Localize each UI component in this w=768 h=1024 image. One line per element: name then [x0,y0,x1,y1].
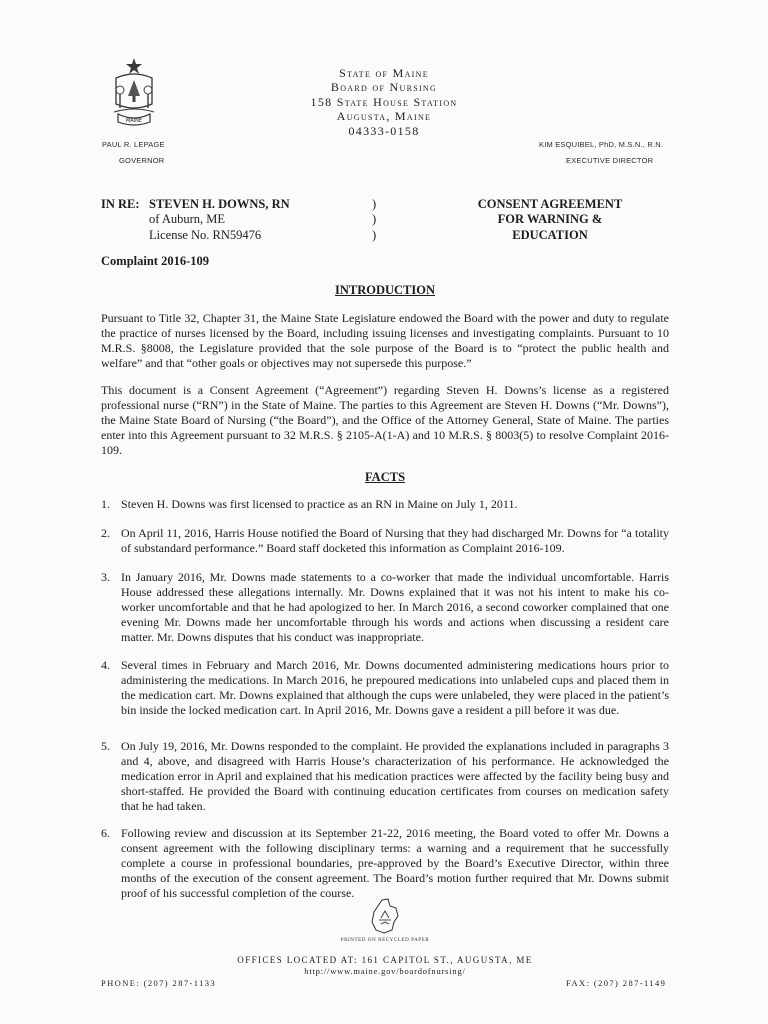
caption-paren: ) [372,197,377,211]
agreement-title-line: CONSENT AGREEMENT [477,197,623,211]
fact-text: Several times in February and March 2016, Mr. Downs documented administering medications hours prior to administering the medications. In March 2016, he prepoured medications into unlabeled cups and placed them in the medication cart. Mr. Downs explained that although the cups were unlabeled, they were placed in the patient’s bin inside the locked medication cart. In April 2016, Mr. Downs gave a resident a pill before it was due. [121,658,669,717]
office-address: OFFICES LOCATED AT: 161 CAPITOL ST., AUGUSTA, ME [237,955,533,965]
facts-heading: FACTS [364,470,406,484]
introduction-heading: INTRODUCTION [334,283,435,297]
fact-number: 6. [101,826,110,840]
board-website: http://www.maine.gov/boardofnursing/ [304,966,466,976]
fact-item [101,658,669,718]
phone-number: PHONE: (207) 287-1133 [101,978,217,988]
caption-paren: ) [372,212,377,226]
fact-item [101,497,669,512]
recycled-paper-label: PRINTED ON RECYCLED PAPER [340,938,430,943]
letterhead-line: 158 State House Station [310,94,458,109]
respondent-license: License No. RN59476 [149,228,262,242]
fact-text: In January 2016, Mr. Downs made statements to a co-worker that made the individual uncomfortable. Harris House addressed these allegations internally. Mr. Downs explained that it was not his intent to make his co-worker uncomfortable and that he had apologized to her. In March 2016, a second coworker complained that one evening Mr. Downs made her uncomfortable through his words and actions when discussing a resident care matter. Mr. Downs disputes that his conduct was inappropriate. [121,570,669,644]
fact-number: 4. [101,658,110,672]
fact-text: Following review and discussion at its September 21-22, 2016 meeting, the Board voted to offer Mr. Downs a consent agreement with the following disciplinary terms: a warning and a requirement that he successfully complete a course in professional boundaries, pre-approved by the Board’s Executive Director, within three months of the execution of the consent agreement. The Board’s motion further required that Mr. Downs submit proof of his successful completion of the course. [121,826,669,900]
fact-text: Steven H. Downs was first licensed to practice as an RN in Maine on July 1, 2011. [121,497,518,511]
fact-number: 2. [101,526,110,540]
letterhead-line: State of Maine [339,66,429,80]
letterhead-line: Board of Nursing [330,80,438,95]
fact-text: On July 19, 2016, Mr. Downs responded to the complaint. He provided the explanations included in paragraphs 3 and 4, above, and disagreed with Harris House’s characterization of his performance. He acknowledged the medication error in April and explained that his medication practices were affected by the facility being busy and short-staffed. He provided the Board with continuing education certificates from courses on medication safety that he had taken. [121,739,669,813]
fact-number: 5. [101,739,110,753]
in-re-label: IN RE: [101,197,140,211]
intro-paragraph: This document is a Consent Agreement (“Agreement”) regarding Steven H. Downs’s license as a registered professional nurse (“RN”) in the State of Maine. The parties to this Agreement are Steven H. Downs (“Mr. Downs”), the Maine State Board of Nursing (“the Board”), and the Office of the Attorney General, State of Maine. The parties enter into this Agreement pursuant to 32 M.R.S. § 2105-A(1-A) and 10 M.R.S. § 8003(5) to resolve Complaint 2016-109. [101,383,669,457]
caption-paren: ) [372,228,377,242]
governor-title: GOVERNOR [119,156,165,165]
fact-number: 3. [101,570,110,584]
agreement-title-line: FOR WARNING & [497,212,603,226]
complaint-number: Complaint 2016-109 [101,254,209,268]
intro-paragraph: Pursuant to Title 32, Chapter 31, the Maine State Legislature endowed the Board with the power and duty to regulate the practice of nurses licensed by the Board, including issuing licenses and investigating complaints. Pursuant to 10 M.R.S. §8008, the Legislature provided that the sole purpose of the Board is to “protect the public health and welfare” and that “other goals or objectives may not supersede this purpose.” [101,311,669,370]
agreement-title-line: EDUCATION [512,228,588,242]
state-seal-icon [108,56,160,130]
fact-item [101,526,669,556]
fact-text: On April 11, 2016, Harris House notified the Board of Nursing that they had discharged Mr. Downs for “a totality of substandard performance.” Board staff docketed this information as Complaint 2016-109. [121,526,669,555]
fact-item [101,739,669,814]
fact-number: 1. [101,497,110,511]
respondent-name: STEVEN H. DOWNS, RN [149,197,290,211]
recycle-map-icon [368,898,402,934]
svg-text:MAINE: MAINE [125,118,143,124]
director-title: EXECUTIVE DIRECTOR [566,156,654,165]
letterhead-line: 04333-0158 [348,123,420,138]
fact-item [101,570,669,645]
fact-item [101,826,669,901]
governor-name: PAUL R. LEPAGE [102,140,165,149]
letterhead-line: Augusta, Maine [336,109,432,124]
letterhead-address [234,66,534,138]
director-name: KIM ESQUIBEL, PhD, M.S.N., R.N. [539,140,664,149]
respondent-location: of Auburn, ME [149,212,226,226]
fax-number: FAX: (207) 287-1149 [566,978,667,988]
